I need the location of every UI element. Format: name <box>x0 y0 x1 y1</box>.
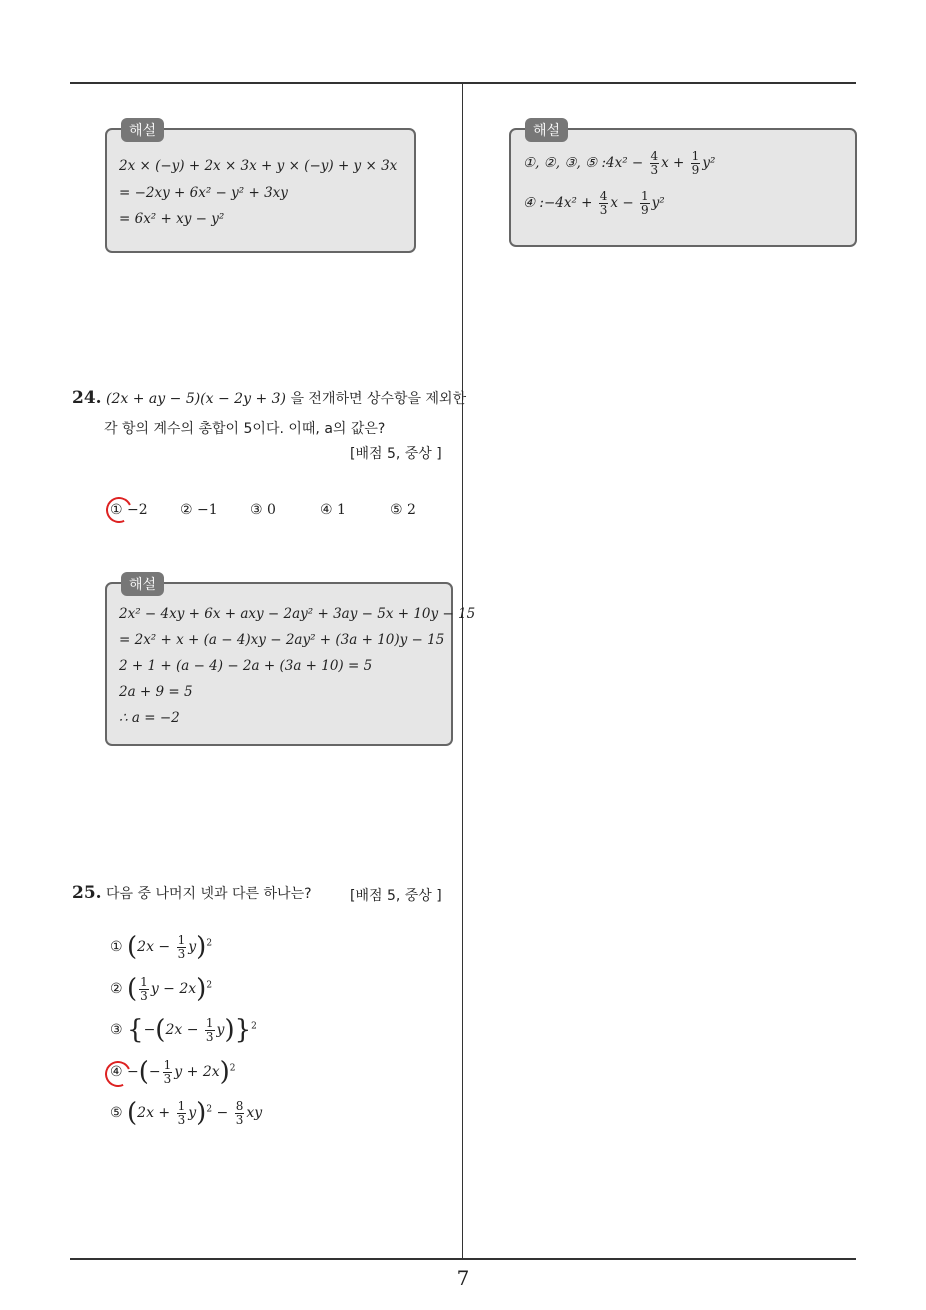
q25-option-3[interactable] <box>110 1015 257 1045</box>
option-label: ④ <box>110 1064 123 1080</box>
fraction: $\frac{1}{3}$ <box>140 974 148 1003</box>
term: − <box>148 1064 161 1080</box>
option-2[interactable]: ② −1 <box>180 502 218 518</box>
fraction: $\frac{1}{3}$ <box>177 932 186 961</box>
paren-right: ) <box>196 932 207 962</box>
term: − <box>127 1064 139 1080</box>
q25-option-1[interactable] <box>110 932 212 962</box>
solution-line: 2x² − 4xy + 6x + axy − 2ay² + 3ay − 5x + 10y − 15 <box>119 606 476 622</box>
solution-line: = 2x² + x + (a − 4)xy − 2ay² + (3a + 10)y − 15 <box>119 632 445 648</box>
term: xy <box>246 1105 263 1121</box>
term: y − 2x <box>150 981 197 997</box>
question-text: 을 전개하면 상수항을 제외한 <box>290 391 467 407</box>
exponent: 2 <box>206 1104 213 1115</box>
paren-right: ) <box>224 1015 235 1045</box>
solution-label: 해설 <box>525 118 568 142</box>
solution-line: ④ :−4x² + $\frac{4}{3}$ x − $\frac{1}{9}$ y² <box>523 189 665 217</box>
paren-left: ( <box>127 974 138 1004</box>
term: 2x + <box>137 1105 171 1121</box>
paren-left: ( <box>127 1098 138 1128</box>
fraction: $\frac{1}{3}$ <box>163 1057 172 1086</box>
page-number: 7 <box>456 1266 470 1290</box>
option-label: ③ <box>110 1022 123 1038</box>
exponent: 2 <box>206 980 213 991</box>
question-24-line2: 각 항의 계수의 총합이 5이다. 이때, a의 값은? <box>104 421 386 437</box>
option-3[interactable]: ③ 0 <box>250 502 276 518</box>
option-label: ② <box>110 981 123 997</box>
question-text: 다음 중 나머지 넷과 다른 하나는? <box>106 886 312 902</box>
solution-label: 해설 <box>121 572 164 596</box>
q25-option-5[interactable] <box>110 1098 262 1128</box>
fraction: $\frac{8}{3}$ <box>235 1098 244 1127</box>
solution-box-3 <box>509 123 857 247</box>
term: y <box>216 1022 225 1038</box>
fraction: $\frac{1}{3}$ <box>177 1098 186 1127</box>
solution-label: 해설 <box>121 118 164 142</box>
paren-right: ) <box>196 974 207 1004</box>
solution-line: 2a + 9 = 5 <box>119 684 193 700</box>
question-24 <box>72 388 466 408</box>
term: − <box>143 1022 156 1038</box>
option-4[interactable]: ④ 1 <box>320 502 346 518</box>
question-number: 24. <box>72 388 102 408</box>
fraction: $\frac{1}{3}$ <box>205 1015 214 1044</box>
q25-option-2[interactable] <box>110 974 212 1004</box>
brace-right: } <box>234 1015 252 1045</box>
exponent: 2 <box>229 1063 236 1074</box>
column-divider <box>462 84 463 1258</box>
term: − <box>216 1105 229 1121</box>
solution-line: ∴ a = −2 <box>119 710 180 726</box>
question-25-score: [배점 5, 중상 ] <box>350 888 442 904</box>
option-label: ① <box>110 939 123 955</box>
paren-right: ) <box>219 1057 230 1087</box>
paren-right: ) <box>196 1098 207 1128</box>
term: y <box>188 1105 197 1121</box>
solution-box-1 <box>105 123 416 253</box>
solution-line: 2 + 1 + (a − 4) − 2a + (3a + 10) = 5 <box>119 658 373 674</box>
question-number: 25. <box>72 883 102 903</box>
answer-mark <box>102 493 135 526</box>
paren-left: ( <box>127 932 138 962</box>
paren-left: ( <box>138 1057 149 1087</box>
question-24-score: [배점 5, 중상 ] <box>350 446 442 462</box>
question-expression: (2x + ay − 5)(x − 2y + 3) <box>106 391 286 407</box>
solution-line: ①, ②, ③, ⑤ :4x² − $\frac{4}{3}$ x + $\frac{1}{9}$ y² <box>523 149 716 177</box>
term: y + 2x <box>174 1064 220 1080</box>
solution-box-2 <box>105 577 476 746</box>
term: 2x − <box>165 1022 199 1038</box>
solution-line: = 6x² + xy − y² <box>119 211 225 227</box>
brace-left: { <box>127 1015 144 1045</box>
paren-left: ( <box>155 1015 166 1045</box>
option-5[interactable]: ⑤ 2 <box>390 502 416 518</box>
exponent: 2 <box>206 938 213 949</box>
question-25 <box>72 883 312 903</box>
option-label: ⑤ <box>110 1105 123 1121</box>
solution-line: 2x × (−y) + 2x × 3x + y × (−y) + y × 3x <box>119 158 398 174</box>
bottom-rule <box>70 1258 856 1260</box>
term: 2x − <box>137 939 171 955</box>
exponent: 2 <box>251 1021 257 1032</box>
term: y <box>188 939 197 955</box>
option-1[interactable]: ① −2 <box>110 502 148 518</box>
top-rule <box>70 82 856 84</box>
solution-line: = −2xy + 6x² − y² + 3xy <box>119 185 288 201</box>
